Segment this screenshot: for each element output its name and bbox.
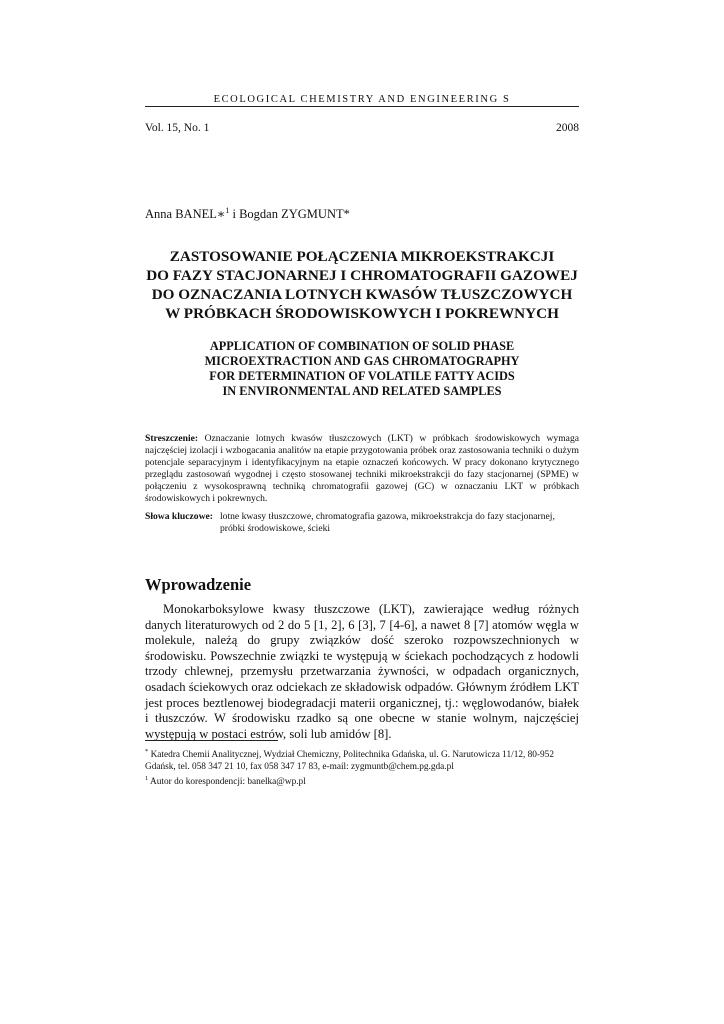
volume-number: Vol. 15, No. 1: [145, 122, 210, 134]
second-author: i Bogdan ZYGMUNT*: [229, 207, 350, 222]
abstract-text: Oznaczanie lotnych kwasów tłuszczowych (LKT) w próbkach środowiskowych wymaga najczęściej izolacji i wzbogacania analitów na etapie przygotowania próbek oraz zastosowania techniki o dużym potencjale separacyjnym i identyfikacyjnym na etapie oznaczeń końcowych. W pracy dokonano krytycznego przeglądu zastosowań wygodnej i często stosowanej techniki mikroekstrakcji do fazy stacjonarnej (SPME) w połączeniu z wysokosprawną techniką chromatografii gazowej (GC) w oznaczaniu LKT w próbkach środowiskowych i pokrewnych.: [145, 433, 579, 504]
title-english-line: MICROEXTRACTION AND GAS CHROMATOGRAPHY: [204, 354, 520, 368]
title-polish-line: DO FAZY STACJONARNEJ I CHROMATOGRAFII GAZOWEJ: [146, 267, 578, 284]
abstract: [145, 433, 579, 505]
footnote-mark: 1: [145, 774, 149, 782]
title-polish: [145, 247, 579, 323]
footnote-correspondence: [145, 773, 579, 789]
first-author: Anna BANEL: [145, 207, 217, 222]
title-english-line: IN ENVIRONMENTAL AND RELATED SAMPLES: [222, 384, 502, 398]
author-line: [145, 206, 350, 222]
keywords-text: lotne kwasy tłuszczowe, chromatografia gazowa, mikroekstrakcja do fazy stacjonarnej, próbki środowiskowe, ścieki: [220, 511, 555, 534]
first-author-mark: ∗: [216, 207, 226, 222]
section-heading: Wprowadzenie: [145, 575, 252, 594]
footnote-rule: [145, 740, 278, 741]
footnotes: [145, 746, 579, 788]
footnote-affiliation: [145, 746, 579, 773]
running-head: ECOLOGICAL CHEMISTRY AND ENGINEERING S: [213, 94, 511, 105]
footnote-text: Katedra Chemii Analitycznej, Wydział Chemiczny, Politechnika Gdańska, ul. G. Narutowicza 11/12, 80-952 Gdańsk, tel. 058 347 21 10, fax 058 347 17 83, e-mail: zygmuntb@chem.pg.gda.pl: [145, 750, 554, 772]
keywords-label: Słowa kluczowe:: [145, 511, 213, 522]
abstract-label: Streszczenie:: [145, 433, 199, 444]
footnote-mark: *: [145, 748, 149, 755]
body-paragraph: Monokarboksylowe kwasy tłuszczowe (LKT), zawierające według różnych danych literaturowych od 2 do 5 [1, 2], 6 [3], 7 [4-6], a nawet 8 [7] atomów węgla w molekule, należą do grupy związków dość szeroko rozpowszechnionych w środowisku. Powszechnie związki te występują w ściekach pochodzących z hodowli trzody chlewnej, przemysłu przetwarzania żywności, w odpadach organicznych, osadach ściekowych oraz odciekach ze składowisk odpadów. Głównym źródłem LKT jest proces beztlenowej biodegradacji materii organicznej, tj.: węglowodanów, białek i tłuszczów. W środowisku rzadko są one obecne w stanie wolnym, najczęściej występują w postaci estrów, soli lub amidów [8].: [145, 602, 579, 741]
title-polish-line: W PRÓBKACH ŚRODOWISKOWYCH I POKREWNYCH: [165, 305, 559, 322]
title-english-line: APPLICATION OF COMBINATION OF SOLID PHASE: [209, 339, 515, 353]
title-polish-line: ZASTOSOWANIE POŁĄCZENIA MIKROEKSTRAKCJI: [169, 248, 555, 265]
title-english-line: FOR DETERMINATION OF VOLATILE FATTY ACIDS: [209, 369, 515, 383]
title-polish-line: DO OZNACZANIA LOTNYCH KWASÓW TŁUSZCZOWYCH: [151, 286, 573, 303]
header-rule: [145, 106, 579, 107]
publication-year: 2008: [556, 122, 579, 134]
title-english: [145, 339, 579, 399]
first-author-footnote-ref: 1: [225, 206, 230, 215]
footnote-text: Autor do korespondencji: banelka@wp.pl: [148, 777, 306, 787]
